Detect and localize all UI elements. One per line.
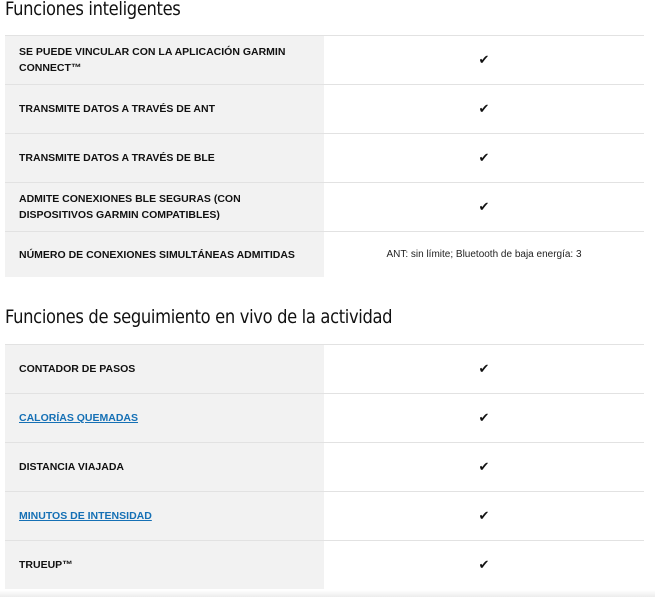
table-row — [5, 393, 644, 442]
row-label — [5, 394, 324, 442]
row-label: DISTANCIA VIAJADA — [5, 443, 324, 491]
row-label: TRANSMITE DATOS A TRAVÉS DE BLE — [5, 134, 324, 182]
checkmark-icon: ✔ — [478, 52, 490, 68]
checkmark-icon: ✔ — [478, 101, 490, 117]
row-label: SE PUEDE VINCULAR CON LA APLICACIÓN GARMIN CONNECT™ — [5, 36, 324, 84]
row-value — [324, 443, 644, 491]
row-label: TRANSMITE DATOS A TRAVÉS DE ANT — [5, 85, 324, 133]
table-row — [5, 35, 644, 84]
section-title-activity-tracking: Funciones de seguimiento en vivo de la actividad — [5, 306, 393, 328]
row-value — [324, 345, 644, 393]
calories-burned-link[interactable]: CALORÍAS QUEMADAS — [19, 412, 139, 424]
row-value — [324, 134, 644, 182]
row-label: CONTADOR DE PASOS — [5, 345, 324, 393]
row-value-text: ANT: sin límite; Bluetooth de baja energía: 3 — [386, 249, 582, 260]
checkmark-icon: ✔ — [478, 557, 490, 573]
intensity-minutes-link[interactable]: MINUTOS DE INTENSIDAD — [19, 510, 152, 522]
table-row — [5, 231, 644, 277]
row-label: TRUEUP™ — [5, 541, 324, 589]
row-label: NÚMERO DE CONEXIONES SIMULTÁNEAS ADMITIDAS — [5, 232, 324, 277]
table-row — [5, 540, 644, 589]
table-row — [5, 491, 644, 540]
table-row — [5, 442, 644, 491]
row-value — [324, 183, 644, 231]
table-row — [5, 84, 644, 133]
checkmark-icon: ✔ — [478, 150, 490, 166]
checkmark-icon: ✔ — [478, 508, 490, 524]
checkmark-icon: ✔ — [478, 410, 490, 426]
row-value — [324, 36, 644, 84]
section-title-smart-features: Funciones inteligentes — [5, 0, 181, 20]
row-label — [5, 492, 324, 540]
smart-features-table — [5, 35, 644, 277]
row-value — [324, 85, 644, 133]
bottom-fade — [0, 590, 655, 597]
row-value — [324, 492, 644, 540]
table-row — [5, 133, 644, 182]
table-row — [5, 344, 644, 393]
checkmark-icon: ✔ — [478, 361, 490, 377]
checkmark-icon: ✔ — [478, 459, 490, 475]
table-row — [5, 182, 644, 231]
activity-tracking-table — [5, 344, 644, 589]
row-value — [324, 541, 644, 589]
row-value — [324, 394, 644, 442]
checkmark-icon: ✔ — [478, 199, 490, 215]
row-label: ADMITE CONEXIONES BLE SEGURAS (CON DISPOSITIVOS GARMIN COMPATIBLES) — [5, 183, 324, 231]
